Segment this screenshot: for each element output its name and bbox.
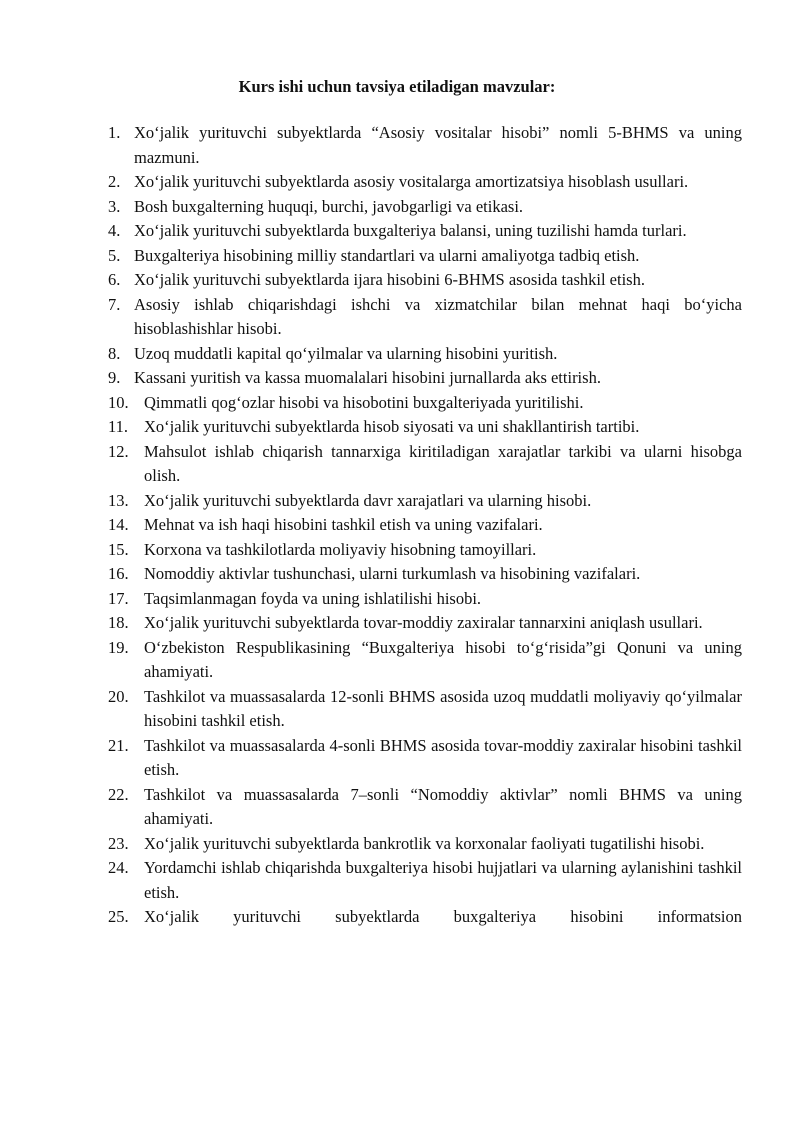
item-number: 23. — [108, 833, 129, 853]
list-item — [108, 121, 742, 170]
item-number: 12. — [108, 441, 129, 461]
list-item — [108, 366, 742, 391]
list-item — [108, 513, 742, 538]
item-text: Bosh buxgalterning huquqi, burchi, javobgarligi va etikasi. — [134, 196, 524, 216]
item-text: Asosiy ishlab chiqarishdagi ishchi va xizmatchilar bilan mehnat haqi bo‘yicha hisoblashishlar hisobi. — [134, 294, 742, 338]
list-item — [108, 440, 742, 489]
item-number: 24. — [108, 858, 129, 877]
page-title — [0, 77, 800, 97]
list-item — [108, 783, 742, 832]
list-item — [108, 905, 742, 930]
item-text: Taqsimlanmagan foyda va uning ishlatilishi hisobi. — [144, 588, 482, 608]
item-number: 19. — [108, 637, 129, 657]
item-text: O‘zbekiston Respublikasining “Buxgalteriya hisobi to‘g‘risida”gi Qonuni va uning ahamiyati. — [144, 637, 742, 681]
item-text: Nomoddiy aktivlar tushunchasi, ularni turkumlash va hisobining vazifalari. — [144, 564, 641, 583]
list-item — [108, 562, 742, 587]
item-number: 14. — [108, 515, 129, 534]
item-text: Xo‘jalik yurituvchi subyektlarda davr xarajatlari va ularning hisobi. — [144, 490, 592, 510]
item-number: 9. — [108, 368, 121, 387]
topics-list — [108, 121, 742, 930]
item-text: Qimmatli qog‘ozlar hisobi va hisobotini buxgalteriyada yuritilishi. — [144, 392, 584, 412]
list-item — [108, 219, 742, 244]
item-number: 21. — [108, 735, 129, 755]
item-text: Xo‘jalik yurituvchi subyektlarda asosiy vositalarga amortizatsiya hisoblash usullari. — [134, 172, 689, 191]
item-number: 11. — [108, 417, 129, 436]
list-item — [108, 538, 742, 563]
item-text: Buxgalteriya hisobining milliy standartlari va ularni amaliyotga tadbiq etish. — [134, 245, 640, 265]
item-number: 18. — [108, 613, 129, 632]
item-text: Uzoq muddatli kapital qo‘yilmalar va ularning hisobini yuritish. — [134, 343, 558, 363]
item-number: 1. — [108, 123, 121, 142]
item-number: 22. — [108, 784, 129, 804]
item-text: Tashkilot va muassasalarda 7–sonli “Nomoddiy aktivlar” nomli BHMS va uning ahamiyati. — [144, 784, 742, 828]
item-number: 8. — [108, 343, 121, 363]
list-item — [108, 734, 742, 783]
item-text: Xo‘jalik yurituvchi subyektlarda hisob siyosati va uni shakllantirish tartibi. — [144, 417, 640, 436]
list-item — [108, 856, 742, 905]
list-item — [108, 685, 742, 734]
item-number: 4. — [108, 221, 121, 240]
item-text: Xo‘jalik yurituvchi subyektlarda “Asosiy vositalar hisobi” nomli 5-BHMS va uning mazmuni. — [134, 123, 742, 167]
list-item — [108, 832, 742, 857]
item-number: 2. — [108, 172, 121, 191]
item-number: 20. — [108, 686, 129, 706]
list-item — [108, 611, 742, 636]
list-item — [108, 268, 742, 293]
item-number: 6. — [108, 270, 121, 289]
item-text: Xo‘jalik yurituvchi subyektlarda buxgalteriya balansi, uning tuzilishi hamda turlari. — [134, 221, 687, 240]
list-item — [108, 170, 742, 195]
item-text: Xo‘jalik yurituvchi subyektlarda ijara hisobini 6-BHMS asosida tashkil etish. — [134, 270, 645, 289]
item-number: 15. — [108, 539, 129, 559]
item-text: Yordamchi ishlab chiqarishda buxgalteriya hisobi hujjatlari va ularning aylanishini tashkil etish. — [144, 858, 742, 902]
item-number: 5. — [108, 245, 121, 265]
item-text: Mehnat va ish haqi hisobini tashkil etish va uning vazifalari. — [144, 515, 543, 534]
item-number: 25. — [108, 907, 129, 926]
item-number: 17. — [108, 588, 129, 608]
item-number: 13. — [108, 490, 129, 510]
item-number: 7. — [108, 294, 121, 314]
item-number: 3. — [108, 196, 121, 216]
item-text: Xo‘jalik yurituvchi subyektlarda buxgalteriya hisobini informatsion — [144, 907, 742, 926]
list-item — [108, 195, 742, 220]
item-number: 16. — [108, 564, 129, 583]
item-text: Xo‘jalik yurituvchi subyektlarda bankrotlik va korxonalar faoliyati tugatilishi hisobi. — [144, 833, 705, 853]
list-item — [108, 415, 742, 440]
item-text: Mahsulot ishlab chiqarish tannarxiga kiritiladigan xarajatlar tarkibi va ularni hisobga olish. — [144, 441, 742, 485]
page-title-text: Kurs ishi uchun tavsiya etiladigan mavzular: — [238, 77, 556, 96]
item-text: Tashkilot va muassasalarda 12-sonli BHMS asosida uzoq muddatli moliyaviy qo‘yilmalar hisobini tashkil etish. — [144, 686, 742, 730]
list-item — [108, 489, 742, 514]
item-text: Xo‘jalik yurituvchi subyektlarda tovar-moddiy zaxiralar tannarxini aniqlash usullari. — [144, 613, 703, 632]
item-text: Kassani yuritish va kassa muomalalari hisobini jurnallarda aks ettirish. — [134, 368, 601, 387]
item-text: Korxona va tashkilotlarda moliyaviy hisobning tamoyillari. — [144, 539, 537, 559]
item-number: 10. — [108, 392, 129, 412]
list-item — [108, 587, 742, 612]
item-text: Tashkilot va muassasalarda 4-sonli BHMS asosida tovar-moddiy zaxiralar hisobini tashkil etish. — [144, 735, 742, 779]
list-item — [108, 391, 742, 416]
list-item — [108, 636, 742, 685]
list-item — [108, 244, 742, 269]
list-item — [108, 293, 742, 342]
list-item — [108, 342, 742, 367]
